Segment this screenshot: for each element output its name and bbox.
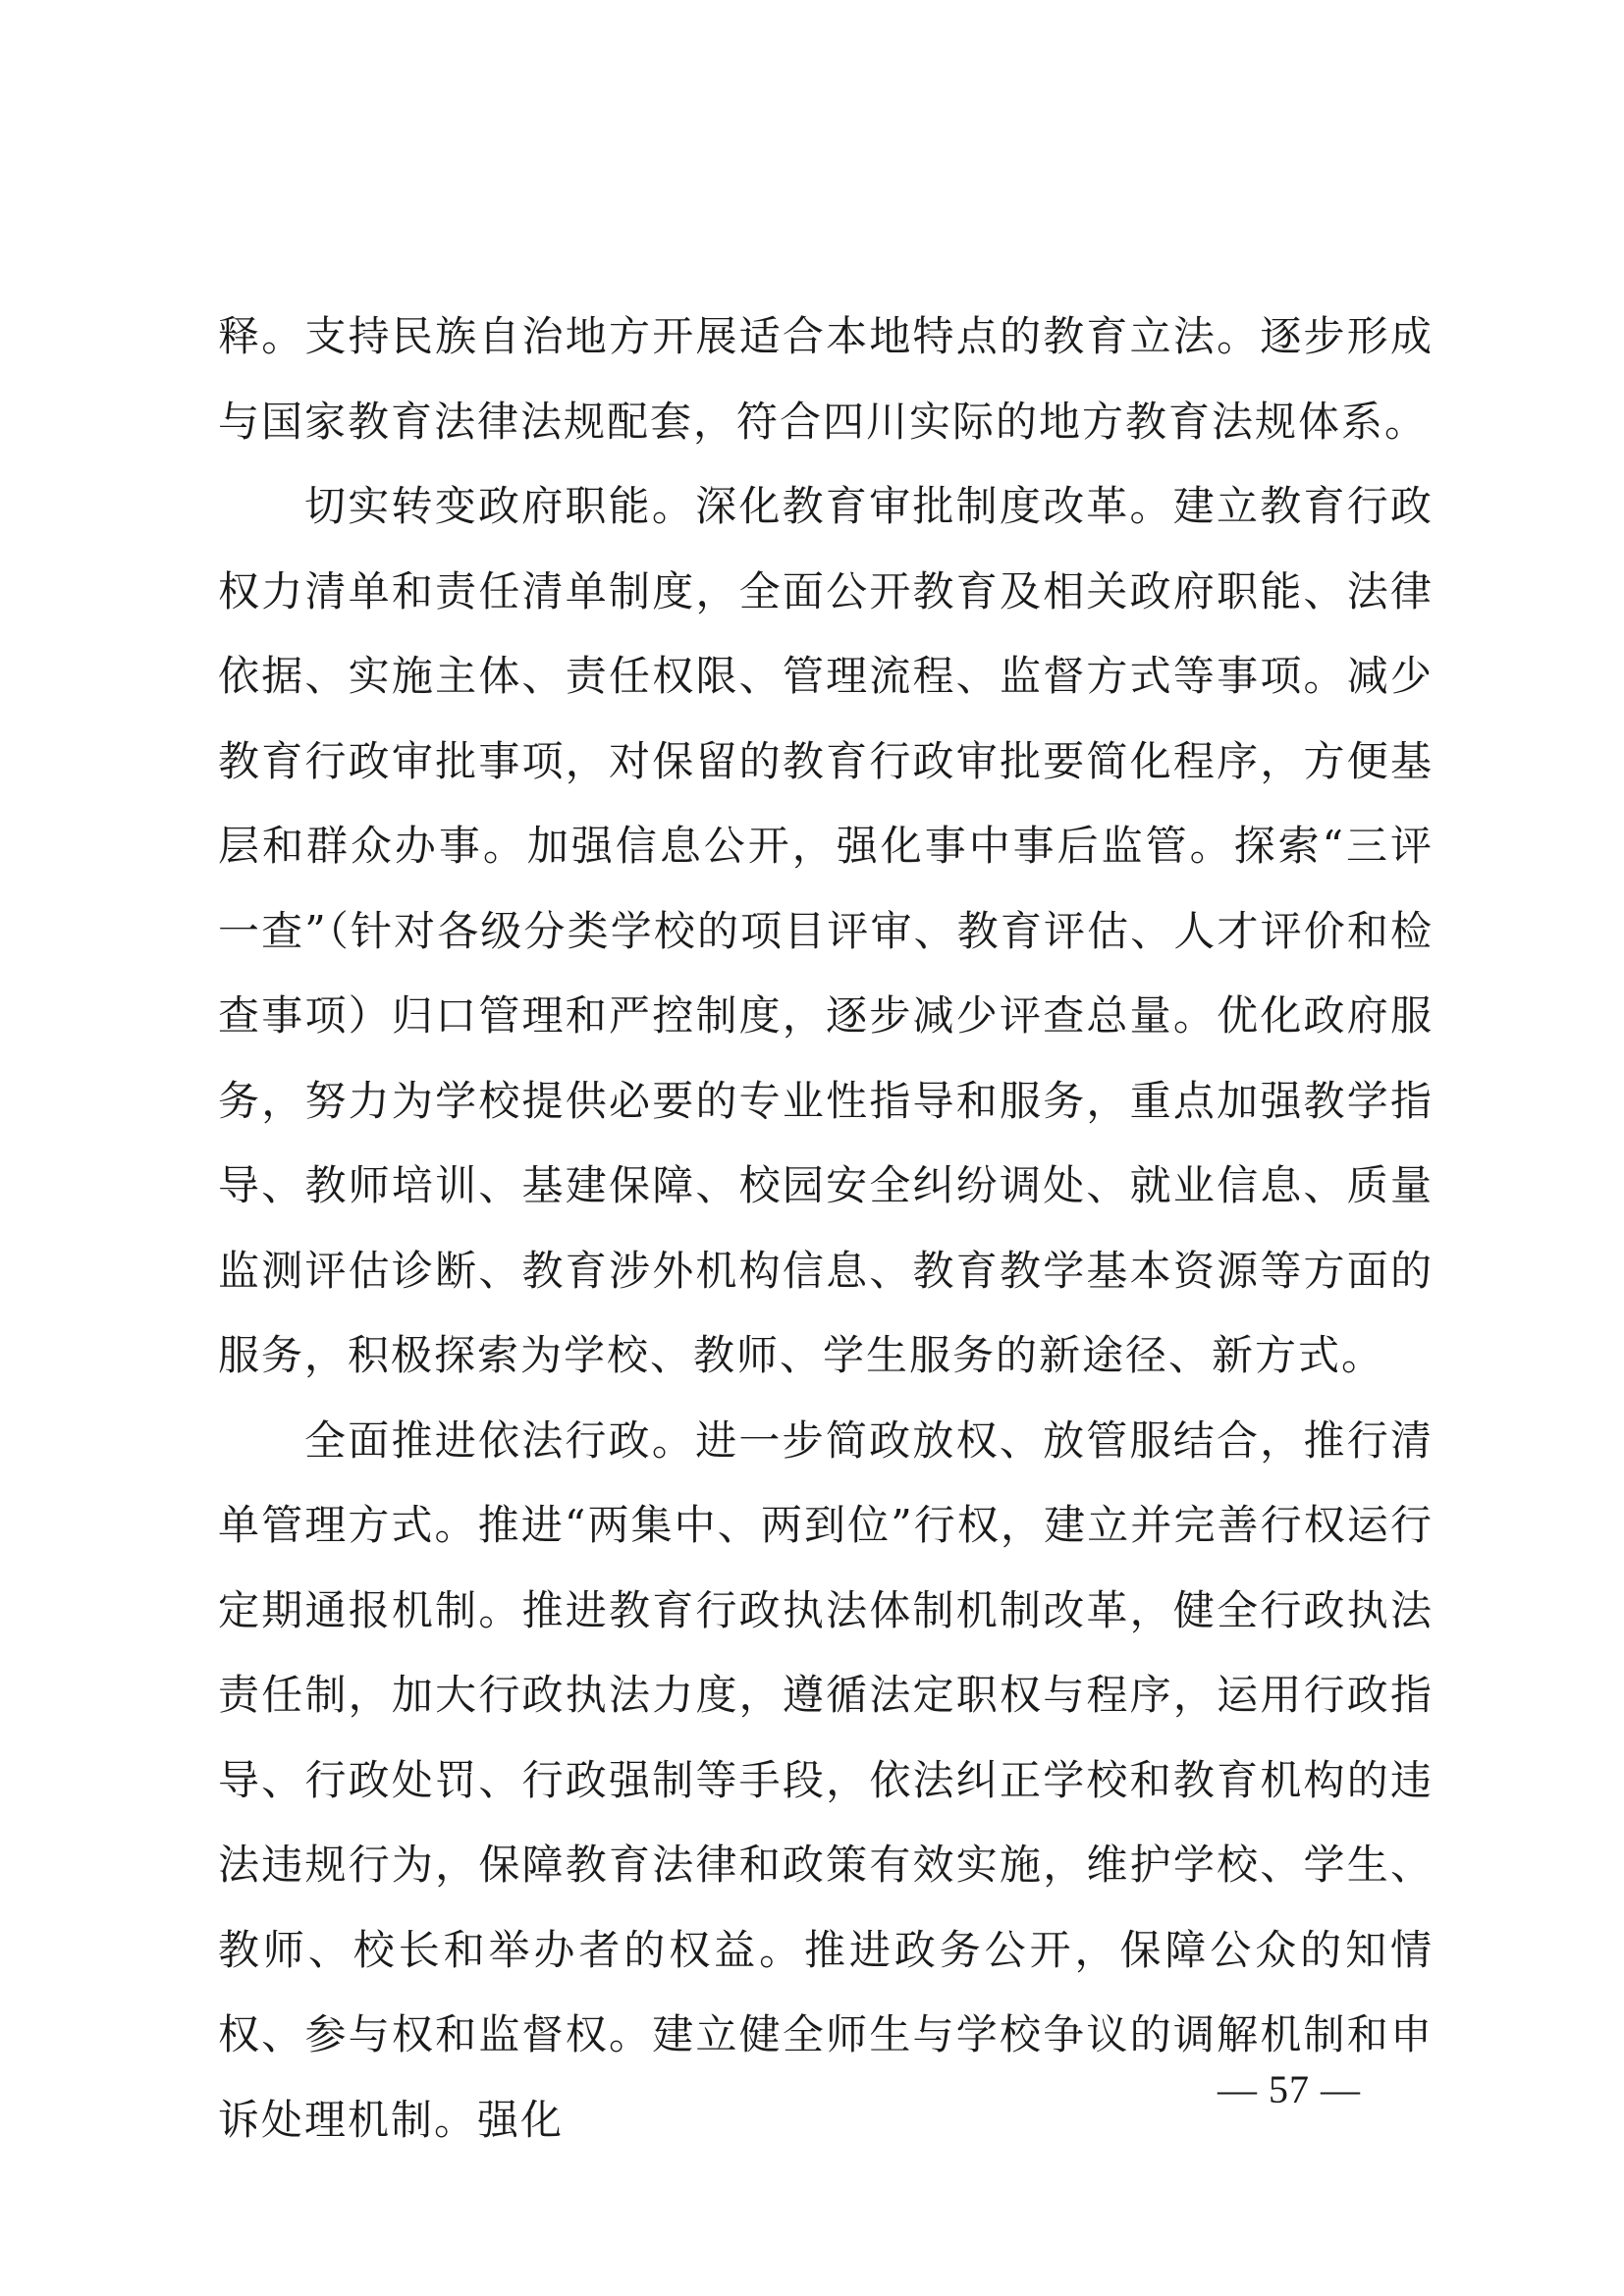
page-number: — 57 — (1218, 2067, 1361, 2111)
paragraph-lawful-administration: 全面推进依法行政。进一步简政放权、放管服结合，推行清单管理方式。推进“两集中、两到位”行权，建立并完善行权运行定期通报机制。推进教育行政执法体制机制改革，健全行政执法责任制，加大行政执法力度，遵循法定职权与程序，运用行政指导、行政处罚、行政强制等手段，依法纠正学校和教育机构的违法违规行为，保障教育法律和政策有效实施，维护学校、学生、教师、校长和举办者的权益。推进政务公开，保障公众的知情权、参与权和监督权。建立健全师生与学校争议的调解机制和申诉处理机制。强化 (218, 1415, 1434, 2144)
body-text (218, 294, 1434, 2163)
paragraph-government-functions: 切实转变政府职能。深化教育审批制度改革。建立教育行政权力清单和责任清单制度，全面公开教育及相关政府职能、法律依据、实施主体、责任权限、管理流程、监督方式等事项。减少教育行政审批事项，对保留的教育行政审批要简化程序，方便基层和群众办事。加强信息公开，强化事中事后监管。探索“三评一查”（针对各级分类学校的项目评审、教育评估、人才评价和检查事项）归口管理和严控制度，逐步减少评查总量。优化政府服务，努力为学校提供必要的专业性指导和服务，重点加强教学指导、教师培训、基建保障、校园安全纠纷调处、就业信息、质量监测评估诊断、教育涉外机构信息、教育教学基本资源等方面的服务，积极探索为学校、教师、学生服务的新途径、新方式。 (218, 482, 1434, 1379)
paragraph-continuation: 释。支持民族自治地方开展适合本地特点的教育立法。逐步形成与国家教育法律法规配套，符合四川实际的地方教育法规体系。 (218, 312, 1434, 446)
